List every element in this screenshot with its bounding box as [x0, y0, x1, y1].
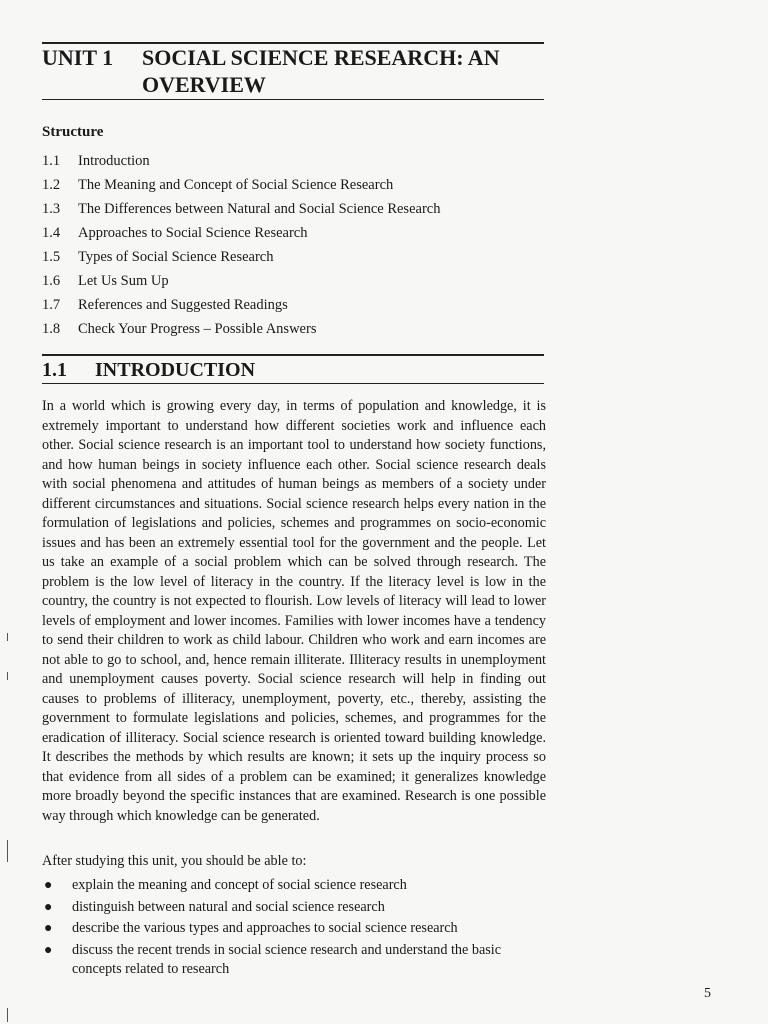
scan-mark [7, 1008, 8, 1022]
page-number: 5 [704, 986, 711, 1001]
toc-item: 1.4 Approaches to Social Science Research [42, 225, 308, 241]
bullet-icon: ● [44, 942, 53, 958]
toc-item: 1.8 Check Your Progress – Possible Answers [42, 321, 317, 337]
table-of-contents [42, 151, 544, 343]
list-item: ● explain the meaning and concept of social science research [42, 876, 546, 896]
list-item: ● discuss the recent trends in social science research and understand the basic concepts related to research [44, 941, 502, 977]
bullet-icon: ● [44, 878, 53, 893]
objectives-list [42, 876, 546, 982]
toc-item: 1.2 The Meaning and Concept of Social Science Research [42, 177, 394, 193]
title-underline [42, 99, 544, 100]
unit-title-line2: OVERVIEW [142, 72, 266, 97]
unit-title-line1: SOCIAL SCIENCE RESEARCH: AN [142, 45, 500, 70]
section-underline [42, 383, 544, 384]
toc-item: 1.1 Introduction [42, 153, 150, 169]
list-item: ● describe the various types and approaches to social science research [42, 919, 546, 939]
unit-label: UNIT 1 [42, 45, 114, 70]
objectives-lead: After studying this unit, you should be able to: [42, 853, 307, 869]
list-item: ● distinguish between natural and social science research [42, 898, 546, 918]
scan-mark [7, 840, 8, 862]
section-title: INTRODUCTION [95, 359, 256, 381]
structure-heading: Structure [42, 124, 104, 140]
bullet-icon: ● [44, 899, 53, 915]
scan-mark [7, 633, 8, 641]
section-top-rule [42, 354, 544, 356]
section-number: 1.1 [42, 359, 67, 381]
toc-item: 1.7 References and Suggested Readings [42, 297, 288, 313]
toc-item: 1.3 The Differences between Natural and Social Science Research [42, 201, 441, 217]
toc-item: 1.5 Types of Social Science Research [42, 249, 274, 265]
toc-item: 1.6 Let Us Sum Up [42, 273, 169, 289]
bullet-icon: ● [44, 921, 53, 936]
intro-paragraph: In a world which is growing every day, in terms of population and knowledge, it is extremely important to understand how different societies work and influence each other. Social science research is an important tool to understand how society functions, and how human beings in society influence each other. Social science research deals with social phenomena and attitudes of human beings as members of a society under different circumstances and situations. Social science research helps every nation in the formulation of legislations and policies, schemes and programmes on socio-economic issues and has been an extremely essential tool for the government and the people. Let us take an example of a social problem which can be solved through research. The problem is the low level of literacy in the country. If the literacy level is low in the country, the country is not expected to flourish. Low levels of literacy will lead to lower levels of employment and lower incomes. Families with lower incomes have a tendency to send their children to work as child labour. Children who work and earn incomes are not able to go to school, and, hence remain illiterate. Illiteracy results in unemployment and unemployment causes poverty. Social science research will help in finding out causes to problems of illiteracy, unemployment, poverty, etc., thereby, assisting the government to formulate legislations and policies, schemes, and programmes for the eradication of illiteracy. Social science research is oriented toward building knowledge. It describes the methods by which results are known; it sets up the inquiry process so that evidence from all sides of a problem can be examined; it generalizes knowledge more broadly beyond the specific instances that are examined. Research is one possible way through which knowledge can be generated. [42, 398, 546, 824]
scan-mark [7, 672, 8, 680]
